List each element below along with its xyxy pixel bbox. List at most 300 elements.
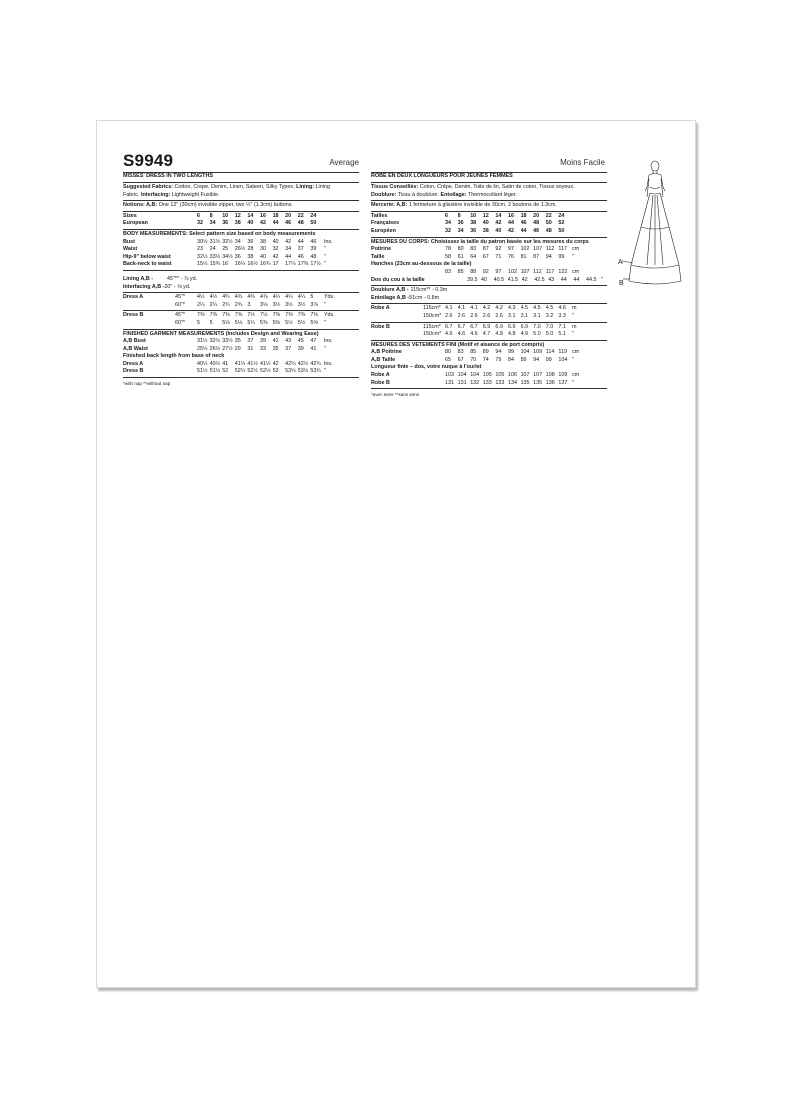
- unit-label: cm: [571, 246, 580, 253]
- size-cell: 24: [310, 212, 317, 219]
- size-cell: 18: [520, 212, 527, 219]
- yardage-cell: 2.6: [457, 312, 466, 319]
- measure-cell: 109: [558, 372, 568, 379]
- fabric-width: 115cm*: [423, 323, 441, 330]
- measure-cell: 89: [482, 349, 489, 356]
- measure-cell: 102: [507, 268, 517, 275]
- size-cell: 42: [507, 227, 514, 234]
- yardage-cell: 4½: [197, 294, 205, 301]
- lining-label-fr: Doublure:: [371, 191, 397, 198]
- yardage-cell: 3.1: [507, 312, 516, 319]
- size-cell: 20: [285, 212, 292, 219]
- measure-cell: 40½: [197, 360, 208, 367]
- measure-cell: 44.5: [585, 276, 597, 283]
- measure-cell: 52½: [247, 368, 258, 375]
- notions-label: Notions: A,B:: [123, 202, 158, 209]
- size-cell: 40: [495, 227, 502, 234]
- interfacing-row-label-fr: Entoilage A,B -: [371, 294, 410, 301]
- pattern-title: MISSES' DRESS IN TWO LENGTHS: [123, 173, 359, 183]
- size-cell: 12: [482, 212, 489, 219]
- size-cell: 44: [272, 220, 279, 227]
- yardage-cell: 3.1: [533, 312, 541, 319]
- yardage-cell: 3½: [272, 301, 281, 308]
- measure-cell: 40.5: [493, 276, 505, 283]
- measure-cell: 131: [457, 379, 467, 386]
- yardage-cell: 6.9: [520, 323, 529, 330]
- yardage-cell: 7⅜: [222, 312, 230, 319]
- size-cell: 46: [285, 220, 292, 227]
- lining-interfacing-yardage-fr: [371, 286, 607, 304]
- yardage-cell: 4½: [209, 294, 218, 301]
- lining-row-text: 45"** - ⅞ yd.: [167, 275, 198, 282]
- measure-row: [371, 357, 607, 365]
- yardage-cell: 4¼: [285, 294, 293, 301]
- fabric-width: 45"*: [175, 294, 186, 301]
- notions-text-fr: 1 fermeture à glissière invisible de 30cm, 2 boutons de 1.3cm.: [407, 202, 557, 209]
- body-measurements-fr: [371, 238, 607, 287]
- measure-label: Waist: [123, 246, 138, 253]
- measure-cell: 34: [285, 246, 292, 253]
- measure-cell: 29: [234, 345, 241, 352]
- measure-row: [371, 372, 607, 380]
- style-header: [123, 151, 359, 173]
- measure-cell: 94: [545, 253, 552, 260]
- measure-cell: 41: [272, 338, 279, 345]
- measure-cell: 122: [558, 268, 568, 275]
- measure-cell: 42: [285, 238, 292, 245]
- measure-cell: 104: [520, 349, 530, 356]
- yardage-row: [371, 331, 607, 339]
- yardage-cell: 6.7: [457, 323, 466, 330]
- yardage-row: [371, 305, 607, 313]
- pattern-title-fr: ROBE EN DEUX LONGUEURS POUR JEUNES FEMMES: [371, 173, 607, 183]
- measure-cell: 97: [495, 268, 502, 275]
- measure-cell: 17½: [310, 261, 321, 268]
- fabrics-label: Suggested Fabrics:: [123, 184, 174, 190]
- yardage-cell: 2.6: [495, 312, 503, 319]
- fabric-suggestions-fr: [371, 183, 607, 201]
- yardage-cell: 7.1: [558, 323, 566, 330]
- size-cell: 50: [558, 227, 565, 234]
- size-cell: 32: [445, 227, 451, 234]
- notions-fr: [371, 201, 607, 212]
- fabrics-text: Cotton, Crepe, Denim, Linen, Sateen, Silky Types.: [173, 184, 297, 190]
- size-cell: 32: [197, 220, 203, 227]
- measure-cell: 85: [457, 268, 464, 275]
- measure-row: [371, 277, 607, 285]
- measure-cell: 16¾: [259, 261, 271, 268]
- measure-cell: 44: [573, 276, 580, 283]
- unit-label: ": [323, 368, 326, 375]
- english-column: [123, 151, 359, 387]
- measure-cell: 15½: [197, 261, 208, 268]
- measure-cell: 40: [272, 238, 279, 245]
- yardage-cell: 5.0: [545, 331, 554, 338]
- measure-cell: 65: [445, 356, 451, 363]
- measure-cell: 42: [272, 253, 279, 260]
- interfacing-row: [123, 284, 359, 292]
- measure-cell: 83: [457, 349, 464, 356]
- measure-cell: 42.5: [534, 276, 545, 283]
- measure-cell: 112: [533, 268, 542, 275]
- fabric-width: 45"*: [175, 312, 186, 319]
- measure-cell: 37: [297, 246, 304, 253]
- unit-label: ": [571, 356, 574, 363]
- measure-cell: 135: [520, 379, 530, 386]
- measure-row: [123, 239, 359, 247]
- measure-cell: 41.5: [507, 276, 519, 283]
- measure-cell: 112: [545, 246, 555, 253]
- measure-cell: 31: [247, 345, 254, 352]
- unit-label: ": [323, 319, 326, 326]
- yardage-cell: 4.6: [470, 331, 478, 338]
- measure-cell: 32½: [222, 238, 233, 245]
- finished-measurements: [123, 330, 359, 379]
- measure-label: [371, 269, 445, 277]
- size-cell: 42: [259, 220, 266, 227]
- measure-cell: 51½: [197, 368, 208, 375]
- measure-cell: 103: [445, 372, 454, 379]
- lining-interfacing-yardage: [123, 275, 359, 293]
- measure-cell: 47: [310, 338, 317, 345]
- yardage-cell: 7½: [247, 312, 255, 319]
- measure-cell: 70: [470, 356, 477, 363]
- lining-row-fr: [371, 287, 607, 295]
- size-cell: 16: [259, 212, 266, 219]
- size-cell: 14: [247, 212, 254, 219]
- lining-text-fr: Tissu à doublure.: [396, 191, 441, 198]
- measure-cell: 83: [470, 246, 477, 253]
- footnote-fr: *avec sens **sans sens: [371, 392, 420, 398]
- yardage-block: [371, 304, 607, 322]
- yardage-cell: 5⅛: [222, 319, 230, 326]
- tailles-label: Tailles: [371, 212, 388, 219]
- measure-row: [123, 338, 359, 346]
- yardage-cell: 2¾: [234, 301, 243, 308]
- yardage-block: [371, 323, 607, 341]
- measure-cell: 81: [520, 253, 527, 260]
- unit-label: ": [571, 312, 574, 319]
- measure-cell: 35: [234, 338, 241, 345]
- measure-row: [123, 261, 359, 269]
- fabrics-text-fr: Coton, Crêpe, Denim, Toile de lin, Satin de coton, Tissus soyeux.: [418, 184, 575, 190]
- yardage-cell: 4.3: [507, 305, 516, 312]
- measure-cell: 33½: [209, 253, 221, 260]
- measure-row: [371, 380, 607, 388]
- yardage-cell: 4.1: [445, 305, 453, 312]
- measure-cell: 17: [272, 261, 279, 268]
- measure-row: [123, 368, 359, 376]
- measure-cell: 46: [310, 238, 317, 245]
- measure-cell: 137: [558, 379, 568, 386]
- measure-cell: 102: [520, 246, 530, 253]
- measure-cell: 53¾: [310, 368, 321, 375]
- measure-cell: 133: [482, 379, 492, 386]
- size-cell: 42: [495, 220, 502, 227]
- measure-cell: 36: [247, 238, 254, 245]
- body-measurements: [123, 230, 359, 271]
- yardage-cell: 4¾: [222, 294, 230, 301]
- yardage-block: [123, 311, 359, 329]
- size-cell: 40: [482, 220, 489, 227]
- yardage-cell: 7⅜: [272, 312, 281, 319]
- measure-cell: 105: [495, 372, 505, 379]
- unit-label: ": [571, 331, 574, 338]
- interfacing-label-fr: Entoilage:: [440, 191, 467, 198]
- measure-cell: 37: [285, 345, 292, 352]
- interfacing-row-label: Interfacing A,B -: [123, 283, 165, 290]
- yardage-label: [371, 313, 423, 321]
- fabrics-label-fr: Tissus Conseillés:: [371, 184, 419, 190]
- fabric-width: 60"*: [175, 301, 186, 308]
- yardage-cell: 6.7: [445, 323, 453, 330]
- interfacing-row-text-fr: 51cm - 0.8m: [409, 294, 440, 301]
- yardage-cell: 6.9: [495, 323, 503, 330]
- measure-cell: 31½: [197, 338, 208, 345]
- size-cell: 50: [545, 220, 552, 227]
- measure-cell: 30: [259, 246, 266, 253]
- measure-cell: 117: [545, 268, 555, 275]
- measure-cell: 17⅜: [297, 261, 309, 268]
- measure-cell: 36: [234, 253, 241, 260]
- notions-label-fr: Mercerie: A,B:: [371, 202, 408, 209]
- yardage-cell: 3⅛: [259, 301, 268, 308]
- measure-row: [371, 254, 607, 262]
- measure-row: [123, 246, 359, 254]
- measure-cell: 67: [457, 356, 464, 363]
- measure-cell: 23: [197, 246, 203, 253]
- size-cell: 48: [545, 227, 552, 234]
- measure-cell: 51½: [209, 368, 221, 375]
- measure-cell: 44: [297, 238, 304, 245]
- yardage-label: [371, 331, 423, 339]
- finished-length-title: Finished back length from base of neck: [123, 353, 225, 360]
- measure-cell: 39: [310, 246, 317, 253]
- measure-cell: 32½: [209, 338, 221, 345]
- hips-title-fr: Hanches (23cm au-dessous de la taille): [371, 261, 472, 268]
- measure-cell: 76: [507, 253, 514, 260]
- unit-label: Ins.: [323, 360, 333, 367]
- measure-cell: 107: [533, 246, 543, 253]
- yardage-cell: 2.6: [470, 312, 478, 319]
- yardage-cell: 4.8: [495, 331, 503, 338]
- measure-cell: 134: [507, 379, 517, 386]
- size-cell: 52: [558, 220, 565, 227]
- unit-label: Ins.: [323, 338, 333, 345]
- size-cell: 38: [234, 220, 241, 227]
- measure-label: Bust: [123, 238, 135, 245]
- measure-cell: 99: [507, 349, 514, 356]
- yardage-cell: 5⅝: [310, 319, 318, 326]
- measure-cell: 27½: [222, 345, 233, 352]
- measure-cell: 74: [482, 356, 489, 363]
- yardage-cell: 4.5: [533, 305, 541, 312]
- measure-cell: 41: [222, 360, 229, 367]
- measure-cell: 131: [445, 379, 454, 386]
- measure-label: Hip-9" below waist: [123, 253, 171, 260]
- size-cell: 34: [445, 220, 451, 227]
- measure-cell: 39.5: [467, 276, 478, 283]
- measure-cell: 104: [470, 372, 480, 379]
- fabric-width: 150cm*: [423, 312, 442, 319]
- size-cell: 12: [234, 212, 241, 219]
- size-cell: 22: [297, 212, 304, 219]
- notions-text: One 12" (30cm) invisible zipper, two ½" (1.3cm) buttons.: [157, 202, 293, 209]
- measure-row: [123, 254, 359, 262]
- measure-cell: 53¼: [285, 368, 296, 375]
- yardage-cell: 4.1: [457, 305, 466, 312]
- unit-label: m: [571, 323, 577, 330]
- measure-label: Dress B: [123, 368, 144, 375]
- difficulty-level-fr: Moins Facile: [560, 158, 605, 167]
- measure-cell: 38: [259, 238, 266, 245]
- measure-cell: 94: [495, 349, 502, 356]
- size-cell: 24: [558, 212, 565, 219]
- finished-measurements-title: FINISHED GARMENT MEASUREMENTS (Includes Design and Wearing Ease): [123, 330, 319, 337]
- lining-row-text-fr: 115cm** - 0.3m: [410, 287, 448, 294]
- size-cell: 38: [482, 227, 489, 234]
- finished-length-title-fr: Longueur finie – dos, votre nuque à l'ourlet: [371, 364, 482, 371]
- measure-cell: 88: [470, 268, 477, 275]
- measure-cell: 25½: [197, 345, 208, 352]
- measure-cell: 26½: [234, 246, 246, 253]
- measure-cell: 48: [310, 253, 317, 260]
- yardage-label: [123, 320, 175, 328]
- yardage-row: [371, 313, 607, 321]
- size-cell: 16: [507, 212, 514, 219]
- yardage-cell: 7⅜: [209, 312, 218, 319]
- french-column: [371, 157, 607, 397]
- size-table-fr: [371, 212, 607, 238]
- measure-cell: 104: [558, 356, 568, 363]
- yardage-cell: 4.1: [470, 305, 478, 312]
- measure-cell: 26½: [209, 345, 221, 352]
- measure-cell: 84: [507, 356, 514, 363]
- unit-label: cm: [571, 372, 580, 379]
- fabric-width: 115cm*: [423, 305, 441, 312]
- measure-cell: 33: [259, 345, 266, 352]
- measure-cell: 64: [470, 253, 477, 260]
- yardage-cell: 2.6: [445, 312, 453, 319]
- measure-cell: 87: [482, 246, 489, 253]
- yardage-row: [371, 324, 607, 332]
- measure-cell: 38: [247, 253, 254, 260]
- size-cell: 34: [209, 220, 216, 227]
- dress-line-drawing: [617, 157, 689, 287]
- yardage-cell: 4.6: [445, 331, 453, 338]
- size-cell: 6: [197, 212, 200, 219]
- yardage-cell: 5½: [285, 319, 293, 326]
- yardage-cell: 5⅜: [259, 319, 268, 326]
- yardage-cell: 5: [209, 319, 213, 326]
- size-cell: 6: [445, 212, 448, 219]
- fabrics-text-2: Fabric.: [123, 191, 141, 198]
- francaises-label: Françaises: [371, 220, 400, 227]
- measure-cell: 92: [495, 246, 502, 253]
- fabric-width: 150cm*: [423, 331, 442, 338]
- yardage-cell: 5¼: [247, 319, 255, 326]
- interfacing-row-text: 20" - ⅛ yd.: [164, 283, 191, 290]
- yardage-cell: 5: [310, 294, 314, 301]
- measure-row: [371, 349, 607, 357]
- measure-cell: 80: [445, 349, 451, 356]
- size-cell: 46: [520, 220, 527, 227]
- measure-cell: 135: [533, 379, 543, 386]
- size-cell: 22: [545, 212, 552, 219]
- yardage-row: [123, 320, 359, 328]
- measure-cell: 34½: [222, 253, 233, 260]
- yardage-cell: 5⅜: [272, 319, 281, 326]
- measure-cell: 99: [545, 356, 552, 363]
- measure-cell: 114: [545, 349, 555, 356]
- size-cell: 10: [222, 212, 229, 219]
- measure-cell: 119: [558, 349, 567, 356]
- measure-label: A,B Poitrine: [371, 349, 402, 356]
- size-cell: 40: [247, 220, 254, 227]
- measure-cell: 133: [495, 379, 505, 386]
- size-cell: 20: [533, 212, 540, 219]
- finished-measurements-fr: [371, 341, 607, 390]
- body-measurements-title: BODY MEASUREMENTS: Select pattern size based on body measurements: [123, 230, 316, 237]
- yardage-cell: 7⅜: [234, 312, 243, 319]
- measure-cell: 39: [297, 345, 304, 352]
- measure-cell: 41½: [259, 360, 271, 367]
- yardage-label: Robe B: [371, 323, 390, 330]
- tailles-row: [371, 213, 607, 221]
- yardage-cell: 7.0: [545, 323, 554, 330]
- measure-cell: 106: [507, 372, 517, 379]
- yardage-cell: 4⅞: [259, 294, 268, 301]
- yardage-cell: 7⅜: [197, 312, 205, 319]
- measure-cell: 89: [520, 356, 527, 363]
- measure-cell: 42: [272, 360, 279, 367]
- measure-cell: 44: [285, 253, 292, 260]
- measure-cell: 58: [445, 253, 451, 260]
- yardage-label: Robe A: [371, 305, 390, 312]
- size-table: [123, 212, 359, 230]
- yardage-row: [123, 302, 359, 310]
- measure-label: A,B Taille: [371, 356, 396, 363]
- size-cell: 36: [222, 220, 229, 227]
- interfacing-label: Interfacing:: [140, 191, 171, 198]
- measure-cell: 33½: [222, 338, 233, 345]
- measure-cell: 15¾: [209, 261, 221, 268]
- yardage-cell: 7⅜: [297, 312, 306, 319]
- yardage-cell: 4.9: [520, 331, 529, 338]
- yardage-cell: 4.6: [457, 331, 466, 338]
- lining-row-label: Lining A,B -: [123, 275, 154, 282]
- size-cell: 48: [533, 220, 540, 227]
- view-b-label: B: [619, 280, 624, 287]
- unit-label: cm: [571, 349, 580, 356]
- lining-label: Lining:: [296, 184, 315, 190]
- measure-cell: 31½: [209, 238, 221, 245]
- francaises-row: [371, 220, 607, 228]
- measure-cell: 87: [533, 253, 540, 260]
- measure-cell: 41: [310, 345, 317, 352]
- unit-label: ": [571, 379, 574, 386]
- yardage-cell: 3: [247, 301, 251, 308]
- europeen-label: Européen: [371, 227, 396, 234]
- yardage-cell: 4¼: [272, 294, 281, 301]
- yardage-cell: 3½: [297, 301, 306, 308]
- yardage-cell: 2¼: [197, 301, 205, 308]
- yardage-cell: 4.7: [482, 331, 491, 338]
- measure-cell: 40½: [209, 360, 221, 367]
- measure-cell: 16: [222, 261, 229, 268]
- size-cell: 10: [470, 212, 477, 219]
- measure-cell: 80: [457, 246, 464, 253]
